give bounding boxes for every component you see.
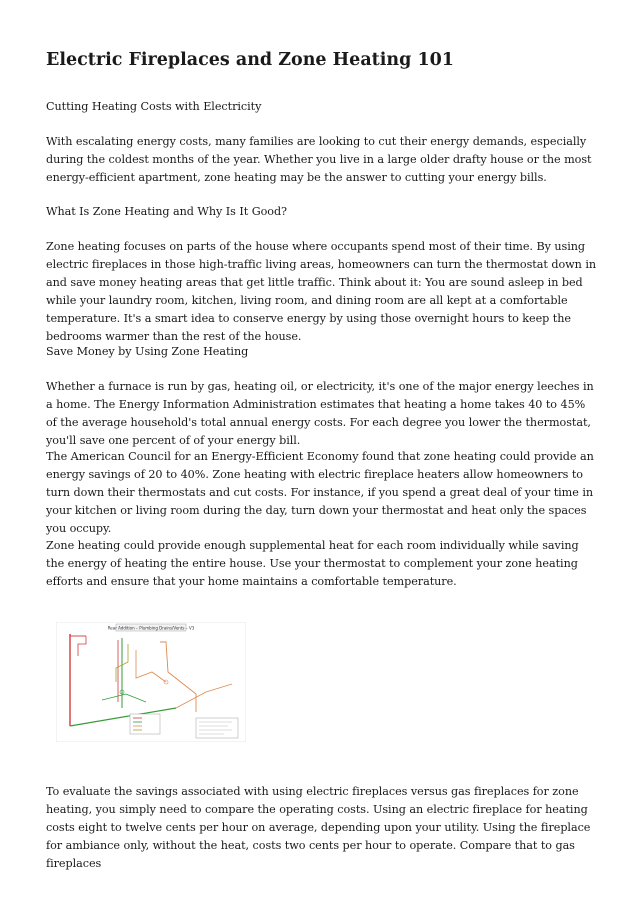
- paragraph-intro: With escalating energy costs, many families are looking to cut their energy demands, especially during the coldest months of the year. Whether you live in a large older drafty house or the most energy-efficient apartment, zone heating may be the answer to cutting your energy bills.: [46, 135, 592, 184]
- subtitle: Cutting Heating Costs with Electricity: [46, 100, 262, 113]
- diagram-legend-left: [130, 714, 160, 734]
- diagram-legend-right: [196, 718, 238, 738]
- paragraph-council: The American Council for an Energy-Efficient Economy found that zone heating could provide an energy savings of 20 to 40%. Zone heating with electric fireplace heaters allow homeowners to turn down their thermostats and cut costs. For instance, if you spend a great deal of your time in your kitchen or living room during the day, turn down your thermostat and heat only the spaces you occupy.: [46, 450, 594, 535]
- diagram-header: Rear Addition – Plumbing Drains/Vents – V3: [107, 625, 195, 631]
- plumbing-diagram: [56, 622, 246, 742]
- section-heading-save-money: Save Money by Using Zone Heating: [46, 345, 249, 358]
- paragraph-supplemental: Zone heating could provide enough supplemental heat for each room individually while saving the energy of heating the entire house. Use your thermostat to complement your zone heating efforts and ensure that your home maintains a comfortable temperature.: [46, 539, 579, 588]
- paragraph-evaluate: To evaluate the savings associated with using electric fireplaces versus gas fireplaces for zone heating, you simply need to compare the operating costs. Using an electric fireplace for heating costs eight to twelve cents per hour on average, depending upon your utility. Using the fireplace for ambiance only, without the heat, costs two cents per hour to operate. Compare that to gas fireplaces: [46, 785, 591, 870]
- plumbing-diagram-figure: [56, 622, 246, 742]
- paragraph-zone-heating: Zone heating focuses on parts of the house where occupants spend most of their time. By using electric fireplaces in those high-traffic living areas, homeowners can turn the thermostat down in and save money heating areas that get little traffic. Think about it: You are sound asleep in bed while your laundry room, kitchen, living room, and dining room are all kept at a comfortable temperature. It's a smart idea to conserve energy by using those overnight hours to keep the bedrooms warmer than the rest of the house.: [46, 240, 596, 343]
- page-title: Electric Fireplaces and Zone Heating 101: [46, 50, 454, 70]
- section-heading-zone-heating: What Is Zone Heating and Why Is It Good?: [46, 205, 288, 218]
- paragraph-furnace: Whether a furnace is run by gas, heating oil, or electricity, it's one of the major energy leeches in a home. The Energy Information Administration estimates that heating a home takes 40 to 45% of the average household's total annual energy costs. For each degree you lower the thermostat, you'll save one percent of of your energy bill.: [46, 380, 594, 447]
